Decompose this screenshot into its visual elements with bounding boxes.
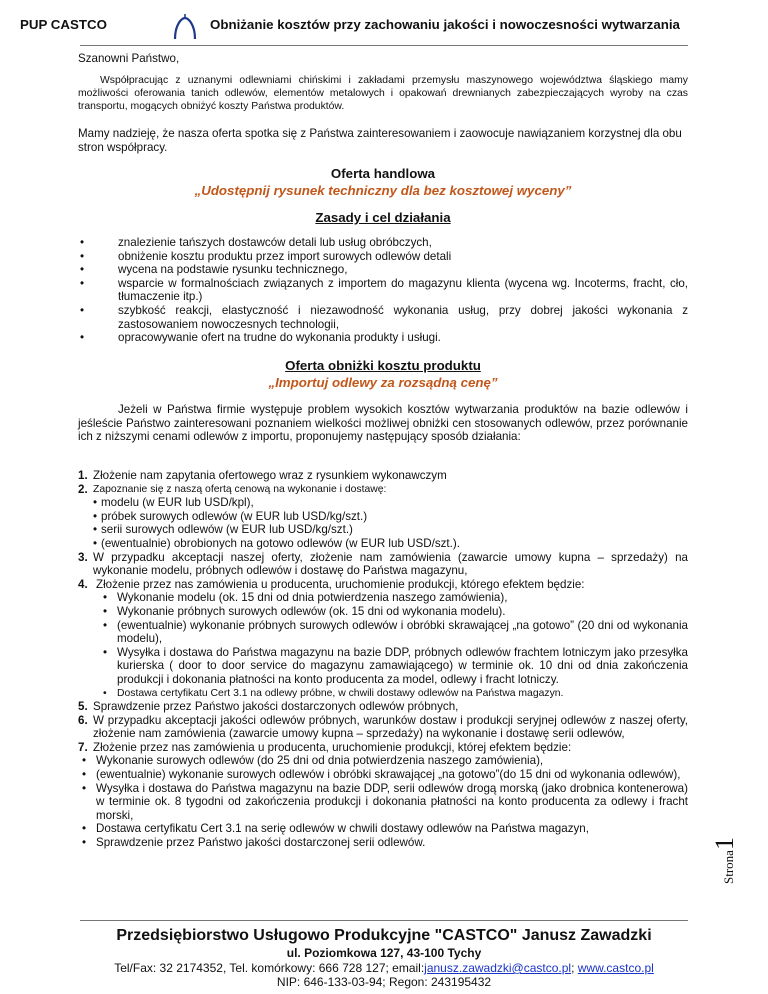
bullet-icon: •: [82, 822, 87, 836]
header-rule: [80, 45, 688, 46]
bullet-icon: •: [93, 509, 98, 523]
offer1-subtitle: „Udostępnij rysunek techniczny dla bez kosztowej wyceny”: [194, 183, 572, 198]
bullet-icon: •: [103, 645, 108, 659]
list-item: • modelu (w EUR lub USD/kpl),: [93, 496, 254, 510]
bullet-icon: •: [93, 523, 98, 537]
bullet-icon: •: [93, 496, 98, 510]
list-item: • Dostawa certyfikatu Cert 3.1 na serię odlewów w chwili dostawy odlewów na Państwa magazyn,: [82, 822, 589, 836]
bullet-icon: •: [103, 618, 108, 632]
step-2: 2. Zapoznanie się z naszą ofertą cenową na wykonanie i dostawę:: [78, 482, 387, 496]
step-7: 7. Złożenie przez nas zamówienia u producenta, uruchomienie produkcji, której efektem będzie:: [78, 740, 572, 754]
list-item: • szybkość reakcji, elastyczność i niezawodność wykonania usług, przy dobrej jakości wykonania z zastosowaniem nowoczesnych technologii,: [80, 303, 688, 331]
bullet-icon: •: [80, 303, 85, 317]
page-number: 1: [710, 837, 739, 851]
page-number-label: [706, 780, 746, 900]
step-2-sub: [78, 496, 688, 550]
page-word: Strona: [721, 850, 736, 884]
footer-ids: NIP: 646-133-03-94; Regon: 243195432: [276, 975, 492, 989]
list-item: • serii surowych odlewów (w EUR lub USD/kg/szt.): [93, 523, 353, 537]
bullet-icon: •: [80, 236, 85, 249]
offer1-title: Oferta handlowa: [330, 166, 436, 181]
step-6: 6. W przypadku akceptacji jakości odlewów próbnych, warunków dostaw i produkcji seryjnej odlewów z naszej oferty, złożenie nam zamówienia (zawarcie umowy kupna – sprzedaży) na wykonanie i dostawę serii odlewów,: [78, 713, 688, 741]
list-item: • (ewentualnie) wykonanie surowych odlewów i obróbki skrawającej „na gotowo”(do 15 dni od wykonania odlewów),: [82, 768, 681, 782]
footer-rule: [80, 920, 688, 921]
list-item: • Dostawa certyfikatu Cert 3.1 na odlewy próbne, w chwili dostawy odlewów na Państwa magazyn.: [103, 687, 564, 699]
page-header: [20, 14, 696, 40]
bullet-icon: •: [80, 276, 85, 290]
list-item: • Wysyłka i dostawa do Państwa magazynu na bazie DDP, próbnych odlewów frachtem lotniczym jako przesyłka kurierska ( door to door service do magazynu zamawiającego) w terminie ok. 10 dni od dnia zakończenia produkcji i dokonania płatności na konto producenta za model, odlewy i fracht lotniczy.: [103, 645, 688, 686]
step-3: 3. W przypadku akceptacji naszej oferty, złożenie nam zamówienia (zawarcie umowy kupna – sprzedaży) na wykonanie modelu, próbnych odlewów i dostawę do Państwa magazynu,: [78, 550, 688, 578]
step-5: 5. Sprawdzenie przez Państwo jakości dostarczonych odlewów próbnych,: [78, 700, 459, 714]
footer-company: Przedsiębiorstwo Usługowo Produkcyjne "CASTCO" Janusz Zawadzki: [116, 927, 652, 944]
hope-paragraph: Mamy nadzieję, że nasza oferta spotka się z Państwa zainteresowaniem i zaowocuje nawiązaniem korzystnej dla obu stron współpracy.: [78, 127, 682, 154]
step-4: 4. Złożenie przez nas zamówienia u producenta, uruchomienie produkcji, którego efektem będzie:: [78, 577, 585, 591]
step-7-sub: [78, 754, 688, 849]
list-item: • (ewentualnie) wykonanie próbnych surowych odlewów i obróbki skrawającej „na gotowo” (20 dni od wykonania modelu),: [103, 618, 688, 646]
bullet-icon: •: [80, 249, 85, 263]
list-item: • (ewentualnie) obrobionych na gotowo odlewów (w EUR lub USD/szt.).: [93, 536, 460, 550]
list-item: • próbek surowych odlewów (w EUR lub USD/kg/szt.): [93, 509, 368, 523]
list-item: • wycena na podstawie rysunku technicznego,: [80, 263, 348, 277]
footer-address: ul. Poziomkowa 127, 43-100 Tychy: [286, 946, 482, 960]
step-1: 1. Złożenie nam zapytania ofertowego wraz z rysunkiem wykonawczym: [78, 469, 447, 482]
bullet-icon: •: [82, 836, 87, 850]
principles-list: [78, 236, 688, 345]
bullet-icon: •: [80, 331, 85, 345]
bullet-icon: •: [82, 768, 87, 782]
footer-contact: Tel/Fax: 32 2174352, Tel. komórkowy: 666 728 127; email:janusz.zawadzki@castco.pl; www.castco.pl: [114, 961, 654, 975]
list-item: • obniżenie kosztu produktu przez import surowych odlewów detali: [80, 249, 452, 263]
header-title: Obniżanie kosztów przy zachowaniu jakości i nowoczesności wytwarzania: [210, 17, 680, 32]
list-item: • znalezienie tańszych dostawców detali lub usług obróbczych,: [80, 236, 432, 249]
bullet-icon: •: [93, 536, 98, 550]
list-item: • Wykonanie próbnych surowych odlewów (ok. 15 dni od wykonania modelu).: [103, 604, 506, 618]
list-item: • wsparcie w formalnościach związanych z importem do magazynu klienta (wycena wg. Incoterms, fracht, cło, tłumaczenie itp.): [80, 276, 688, 304]
intro-paragraph: Współpracując z uznanymi odlewniami chińskimi i zakładami przemysłu maszynowego województwa śląskiego mamy możliwości oferowania tanich odlewów, elementów metalowych i opakowań drewnianych zabezpieczających wyroby na czas transportu, mogących obniżyć koszty Państwa produktów.: [78, 75, 688, 113]
castco-logo-icon: [170, 14, 200, 40]
steps-list: [78, 469, 688, 850]
bullet-icon: •: [103, 687, 107, 699]
bullet-icon: •: [82, 754, 87, 768]
list-item: • opracowywanie ofert na trudne do wykonania produkty i usługi.: [80, 331, 441, 345]
step-4-sub: [78, 591, 688, 700]
list-item: • Wysyłka i dostawa do Państwa magazynu na bazie DDP, serii odlewów drogą morską (jako drobnica kontenerowa) w terminie ok. 8 tygodni od zakończenia produkcji i dokonania płatności na konto producenta za odlewy i fracht morski,: [82, 781, 688, 822]
bullet-icon: •: [80, 263, 85, 277]
greeting: Szanowni Państwo,: [78, 52, 180, 65]
email-link[interactable]: janusz.zawadzki@castco.pl: [424, 961, 572, 975]
offer2-title: Oferta obniżki kosztu produktu: [285, 358, 481, 373]
bullet-icon: •: [82, 781, 87, 795]
list-item: • Wykonanie modelu (ok. 15 dni od dnia potwierdzenia naszego zamówienia),: [103, 591, 508, 605]
website-link[interactable]: www.castco.pl: [577, 961, 654, 975]
principles-title: Zasady i cel działania: [315, 210, 451, 225]
list-item: • Sprawdzenie przez Państwo jakości dostarczonej serii odlewów.: [82, 836, 426, 850]
offer2-intro: Jeżeli w Państwa firmie występuje problem wysokich kosztów wytwarzania produktów na bazie odlewów i jeśleście Państwo zainteresowani poznaniem wielkości możliwej obniżki cen stosowanych odlewów, przez porównanie ich z niższymi cenami odlewów z importu, proponujemy następujący sposób działania:: [78, 403, 688, 444]
offer2-subtitle: „Importuj odlewy za rozsądną cenę”: [268, 375, 498, 390]
list-item: • Wykonanie surowych odlewów (do 25 dni od dnia potwierdzenia naszego zamówienia),: [82, 754, 544, 768]
bullet-icon: •: [103, 604, 108, 618]
header-company: PUP CASTCO: [20, 17, 107, 32]
bullet-icon: •: [103, 591, 108, 605]
